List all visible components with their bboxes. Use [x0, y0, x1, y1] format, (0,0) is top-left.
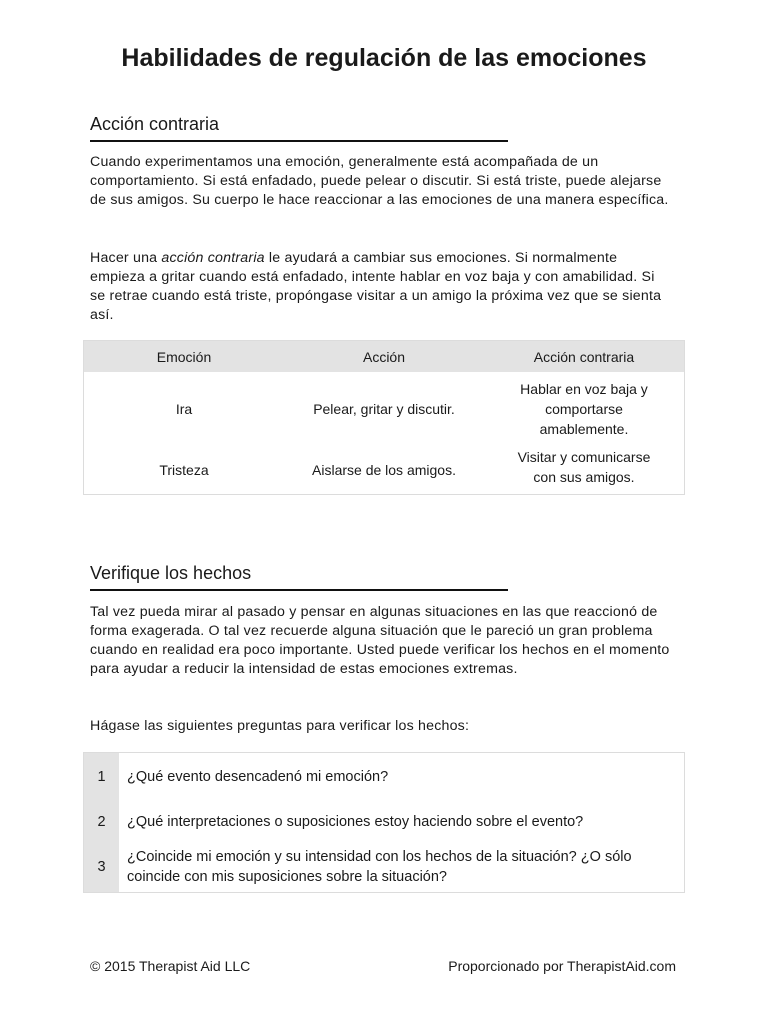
footer-copyright: © 2015 Therapist Aid LLC	[90, 958, 251, 974]
question-text: ¿Coincide mi emoción y su intensidad con los hechos de la situación? ¿O sólo coincide con mis suposiciones sobre la situación?	[127, 849, 632, 886]
table-cell: Visitar y comunicarse con sus amigos.	[517, 448, 651, 485]
table-row	[84, 753, 685, 801]
question-number: 2	[84, 801, 120, 843]
question-number: 3	[84, 843, 120, 893]
section-heading-verifique-los-hechos: Verifique los hechos	[90, 563, 508, 591]
table-cell: Aislarse de los amigos.	[312, 461, 456, 478]
questions-table	[83, 752, 685, 893]
table-cell: Hablar en voz baja y comportarse amablemente.	[520, 381, 648, 437]
table-cell: Pelear, gritar y discutir.	[313, 401, 455, 417]
column-header-emocion: Emoción	[84, 341, 285, 373]
section-heading-accion-contraria: Acción contraria	[90, 114, 508, 142]
paragraph-text: Hacer una	[90, 250, 162, 266]
emphasized-term: acción contraria	[161, 250, 265, 266]
table-cell: Ira	[175, 401, 193, 417]
emotion-table	[83, 340, 685, 495]
paragraph-text: le ayudará a cambiar sus emociones. Si normalmente empieza a gritar cuando está enfadado, intente hablar en voz baja y con amabilidad. Si se retrae cuando está triste, propóngase visitar a un amigo la próxima vez que se sienta así.	[90, 250, 662, 323]
table-row	[84, 843, 685, 893]
question-number: 1	[84, 753, 120, 801]
question-text: ¿Qué interpretaciones o suposiciones estoy haciendo sobre el evento?	[127, 813, 584, 830]
table-header-row	[84, 341, 685, 373]
page-title: Habilidades de regulación de las emociones	[121, 44, 647, 72]
paragraph-intro: Cuando experimentamos una emoción, generalmente está acompañada de un comportamiento. Si está enfadado, puede pelear o discutir. Si está triste, puede alejarse de sus amigos. Su cuerpo le hace reaccionar a las emociones de una manera específica.	[90, 154, 669, 208]
column-header-accion-contraria: Acción contraria	[484, 341, 685, 373]
footer-credit: Proporcionado por TherapistAid.com	[448, 958, 676, 974]
table-row	[84, 801, 685, 843]
paragraph-verifique: Tal vez pueda mirar al pasado y pensar en algunas situaciones en las que reaccionó de forma exagerada. O tal vez recuerde alguna situación que le pareció un gran problema cuando en realidad era poco importante. Usted puede verificar los hechos en el momento para ayudar a reducir la intensidad de estas emociones extremas.	[90, 604, 670, 677]
table-cell: Tristeza	[159, 461, 209, 478]
table-row	[84, 372, 685, 446]
paragraph-accion-contraria	[90, 249, 670, 325]
table-row	[84, 446, 685, 494]
question-text: ¿Qué evento desencadenó mi emoción?	[127, 768, 389, 785]
column-header-accion: Acción	[284, 341, 484, 373]
paragraph-preguntas: Hágase las siguientes preguntas para verificar los hechos:	[90, 718, 470, 734]
